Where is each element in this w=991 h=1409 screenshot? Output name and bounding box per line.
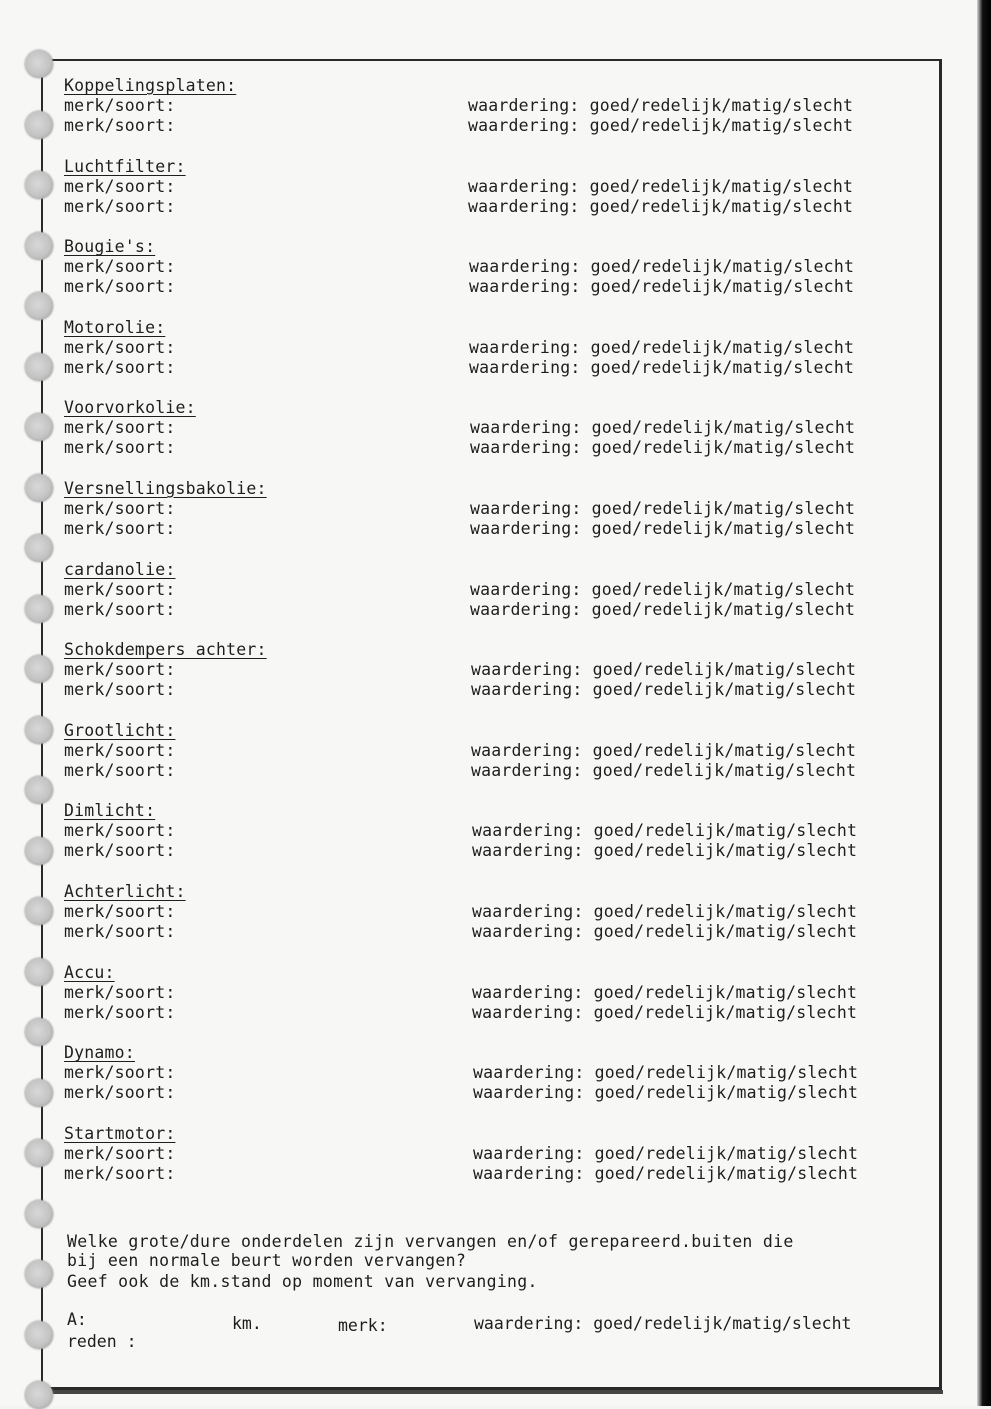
- section-heading: Koppelingsplaten:: [64, 76, 237, 95]
- binder-hole: [25, 1139, 53, 1167]
- binder-hole: [25, 534, 53, 562]
- merk-soort-label: merk/soort:: [64, 257, 176, 277]
- rating-options: waardering: goed/redelijk/matig/slecht: [473, 1083, 859, 1103]
- rating-options: waardering: goed/redelijk/matig/slecht: [472, 902, 858, 921]
- rating-options: waardering: goed/redelijk/matig/slecht: [471, 680, 857, 700]
- section-heading: Versnellingsbakolie:: [64, 479, 267, 498]
- merk-soort-label: merk/soort:: [64, 1163, 176, 1183]
- section-heading: Startmotor:: [64, 1123, 176, 1143]
- merk-soort-label: merk/soort:: [64, 599, 176, 619]
- section-heading: Luchtfilter:: [64, 156, 186, 176]
- binder-hole: [25, 1200, 53, 1228]
- merk-soort-label: merk/soort:: [64, 277, 176, 297]
- binder-hole: [25, 897, 53, 925]
- rating-options: waardering: goed/redelijk/matig/slecht: [472, 982, 858, 1002]
- merk-soort-label: merk/soort:: [64, 337, 176, 357]
- binder-hole: [25, 958, 53, 986]
- rating-options: waardering: goed/redelijk/matig/slecht: [469, 277, 855, 297]
- section-heading: Voorvorkolie:: [64, 398, 196, 418]
- merk-soort-label: merk/soort:: [64, 821, 176, 841]
- question-line-2: bij een normale beurt worden vervangen?: [67, 1251, 467, 1270]
- rating-options: waardering: goed/redelijk/matig/slecht: [470, 499, 856, 518]
- rating-options: waardering: goed/redelijk/matig/slecht: [469, 357, 855, 377]
- merk-soort-label: merk/soort:: [64, 660, 176, 680]
- scan-edge: [977, 0, 991, 1406]
- merk-soort-label: merk/soort:: [64, 438, 176, 458]
- rating-options: waardering: goed/redelijk/matig/slecht: [469, 337, 855, 357]
- rating-options: waardering: goed/redelijk/matig/slecht: [470, 438, 856, 458]
- binder-hole: [25, 1381, 53, 1409]
- rating-options: waardering: goed/redelijk/matig/slecht: [473, 1063, 859, 1083]
- merk-soort-label: merk/soort:: [64, 519, 176, 538]
- merk-soort-label: merk/soort:: [64, 96, 176, 115]
- merk-label: merk:: [338, 1316, 388, 1335]
- question-line-1: Welke grote/dure onderdelen zijn vervangen en/of gerepareerd.buiten die: [67, 1232, 794, 1251]
- a-label: A:: [67, 1310, 87, 1329]
- rating-options: waardering: goed/redelijk/matig/slecht: [473, 1143, 859, 1163]
- rating-options: waardering: goed/redelijk/matig/slecht: [472, 1002, 858, 1022]
- rating-options: waardering: goed/redelijk/matig/slecht: [470, 599, 856, 619]
- binder-hole: [25, 171, 53, 199]
- rating-options: waardering: goed/redelijk/matig/slecht: [468, 96, 854, 115]
- merk-soort-label: merk/soort:: [64, 116, 176, 135]
- binder-hole: [25, 353, 53, 381]
- binder-hole: [25, 655, 53, 683]
- merk-soort-label: merk/soort:: [64, 760, 176, 780]
- merk-soort-label: merk/soort:: [64, 680, 176, 700]
- section-heading: Achterlicht:: [64, 882, 186, 901]
- binder-hole: [25, 232, 53, 260]
- rating-options: waardering: goed/redelijk/matig/slecht: [470, 519, 856, 538]
- binder-hole: [25, 474, 53, 502]
- binder-hole: [25, 1079, 53, 1107]
- rating-options: waardering: goed/redelijk/matig/slecht: [468, 116, 854, 135]
- rating-options: waardering: goed/redelijk/matig/slecht: [473, 1163, 859, 1183]
- binder-hole: [25, 413, 53, 441]
- binder-hole: [25, 292, 53, 320]
- rating-options: waardering: goed/redelijk/matig/slecht: [472, 922, 858, 941]
- section-heading: cardanolie:: [64, 559, 176, 579]
- binder-hole: [25, 1260, 53, 1288]
- section-heading: Motorolie:: [64, 317, 166, 337]
- binder-hole: [25, 1321, 53, 1349]
- merk-soort-label: merk/soort:: [64, 176, 176, 196]
- merk-soort-label: merk/soort:: [64, 1063, 176, 1083]
- section-heading: Accu:: [64, 962, 115, 982]
- section-heading: Dimlicht:: [64, 801, 156, 821]
- rating-options: waardering: goed/redelijk/matig/slecht: [468, 196, 854, 216]
- merk-soort-label: merk/soort:: [64, 579, 176, 599]
- binder-hole: [25, 595, 53, 623]
- section-heading: Dynamo:: [64, 1043, 135, 1063]
- merk-soort-label: merk/soort:: [64, 1002, 176, 1022]
- binder-hole: [25, 776, 53, 804]
- binder-hole: [25, 1018, 53, 1046]
- binder-hole: [25, 837, 53, 865]
- rating-options: waardering: goed/redelijk/matig/slecht: [472, 821, 858, 841]
- merk-soort-label: merk/soort:: [64, 922, 176, 941]
- reden-label: reden :: [67, 1332, 137, 1351]
- merk-soort-label: merk/soort:: [64, 499, 176, 518]
- rating-options: waardering: goed/redelijk/matig/slecht: [470, 418, 856, 438]
- rating-options: waardering: goed/redelijk/matig/slecht: [472, 841, 858, 861]
- merk-soort-label: merk/soort:: [64, 196, 176, 216]
- binder-hole: [25, 111, 53, 139]
- km-label: km.: [232, 1314, 262, 1333]
- merk-soort-label: merk/soort:: [64, 1143, 176, 1163]
- binder-hole: [25, 716, 53, 744]
- section-heading: Bougie's:: [64, 237, 156, 257]
- merk-soort-label: merk/soort:: [64, 841, 176, 861]
- merk-soort-label: merk/soort:: [64, 902, 176, 921]
- merk-soort-label: merk/soort:: [64, 740, 176, 760]
- rating-options: waardering: goed/redelijk/matig/slecht: [471, 740, 857, 760]
- rating-options: waardering: goed/redelijk/matig/slecht: [471, 660, 857, 680]
- merk-soort-label: merk/soort:: [64, 357, 176, 377]
- question-line-3: Geef ook de km.stand op moment van vervanging.: [67, 1272, 538, 1291]
- frame-shadow: [44, 1390, 943, 1394]
- merk-soort-label: merk/soort:: [64, 1083, 176, 1103]
- replacement-rating: waardering: goed/redelijk/matig/slecht: [474, 1314, 852, 1333]
- section-heading: Grootlicht:: [64, 720, 176, 740]
- merk-soort-label: merk/soort:: [64, 982, 176, 1002]
- rating-options: waardering: goed/redelijk/matig/slecht: [468, 176, 854, 196]
- rating-options: waardering: goed/redelijk/matig/slecht: [471, 760, 857, 780]
- merk-soort-label: merk/soort:: [64, 418, 176, 438]
- rating-options: waardering: goed/redelijk/matig/slecht: [470, 579, 856, 599]
- rating-options: waardering: goed/redelijk/matig/slecht: [469, 257, 855, 277]
- binder-hole: [25, 50, 53, 78]
- section-heading: Schokdempers achter:: [64, 640, 267, 660]
